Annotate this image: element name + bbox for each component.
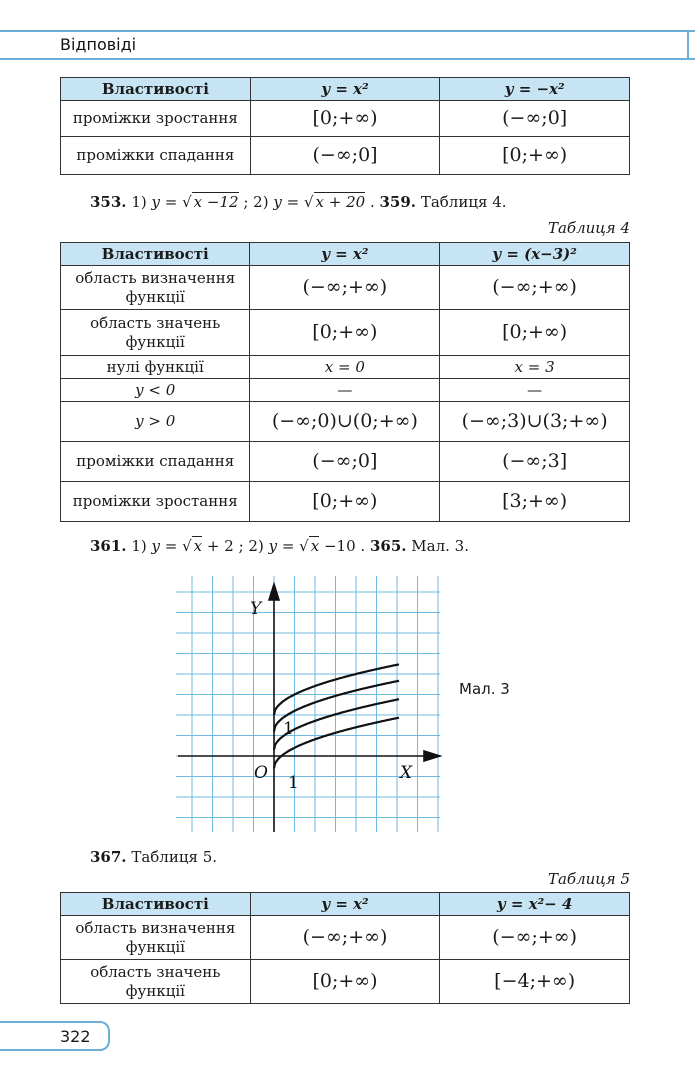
table4-cell: (−∞;0] [250,442,440,482]
part-label: 1) [131,537,147,555]
answer-361 [90,537,469,555]
formula-radicand: x [310,537,320,555]
properties-table-1 [60,77,630,175]
graph-figure [170,570,455,835]
formula-radicand: x −12 [193,193,239,211]
table4-cell: (−∞;3)∪(3;+∞) [440,402,630,442]
table4-cell: — [440,379,630,402]
exercise-number: 353. [90,193,127,211]
table4-cell: [0;+∞) [250,310,440,356]
separator: ; 2) [243,193,269,211]
table4-caption: Таблиця 4 [547,219,630,237]
formula-lhs: y = [268,537,300,555]
table4-row-label: y > 0 [61,402,250,442]
table4-cell: (−∞;3] [440,442,630,482]
header-band-end [687,30,695,60]
axes [178,584,440,832]
table1-cell: (−∞;0] [440,101,630,137]
table1-cell: [0;+∞) [250,101,440,137]
table5-header-properties: Властивості [61,893,251,916]
table1-cell: (−∞;0] [250,137,440,175]
table5-cell: [0;+∞) [250,960,440,1004]
axis-label-y: Y [250,599,262,619]
answer-text: Таблиця 4. [420,193,507,211]
answer-text: Мал. 3. [411,537,469,555]
separator: . [369,193,380,211]
table4-cell: (−∞;+∞) [250,266,440,310]
exercise-number: 367. [90,848,127,866]
table4-cell: x = 0 [250,356,440,379]
formula-radicand: x + 20 [315,193,366,211]
origin-label: O [254,763,268,783]
table4-cell: x = 3 [440,356,630,379]
separator: . [360,537,370,555]
separator: ; 2) [238,537,264,555]
exercise-number: 361. [90,537,127,555]
table5-header-x2-minus-4: y = x²− 4 [440,893,630,916]
table4-header-properties: Властивості [61,243,250,266]
table1-header-properties: Властивості [61,78,251,101]
exercise-number: 359. [379,193,417,211]
table4-row-label: проміжки спадання [61,442,250,482]
axis-label-x: X [400,763,413,783]
formula-lhs: y = [151,193,183,211]
table4-cell: [0;+∞) [440,310,630,356]
formula-rest: + 2 [202,537,234,555]
table1-header-x2: y = x² [250,78,440,101]
properties-table-5 [60,892,630,1004]
table1-row-label: проміжки спадання [61,137,251,175]
table4-row-label: область визначення функції [61,266,250,310]
table4-cell: [3;+∞) [440,482,630,522]
table4-cell: [0;+∞) [250,482,440,522]
table1-header-neg-x2: y = −x² [440,78,630,101]
part-label: 1) [131,193,147,211]
table5-row-label: область значень функції [61,960,251,1004]
table4-row-label: область значень функції [61,310,250,356]
table4-header-x-minus-3-squared: y = (x−3)² [440,243,630,266]
tick-label-x-1: 1 [288,773,299,793]
table4-header-x2: y = x² [250,243,440,266]
sqrt-sign: √ [303,193,314,211]
table4-cell: (−∞;0)∪(0;+∞) [250,402,440,442]
curves [274,664,399,768]
sqrt-sign: √ [299,537,309,555]
answer-353 [90,193,507,211]
table4-row-label: проміжки зростання [61,482,250,522]
answer-text: Таблиця 5. [131,848,218,866]
table5-caption: Таблиця 5 [547,870,630,888]
answer-367 [90,848,217,866]
formula-rest: −10 [319,537,356,555]
section-title: Відповіді [60,35,137,54]
table4-row-label: нулі функції [61,356,250,379]
exercise-number: 365. [369,537,407,555]
figure-label: Мал. 3 [459,680,510,698]
properties-table-4 [60,242,630,522]
formula-lhs: y = [273,193,304,211]
sqrt-sign: √ [182,537,192,555]
table5-cell: (−∞;+∞) [250,916,440,960]
table5-header-x2: y = x² [250,893,440,916]
sqrt-sign: √ [182,193,192,211]
tick-label-y-1: 1 [283,719,294,739]
page-number: 322 [60,1027,91,1046]
table5-row-label: область визначення функції [61,916,251,960]
table4-row-label: y < 0 [61,379,250,402]
table5-cell: (−∞;+∞) [440,916,630,960]
table1-cell: [0;+∞) [440,137,630,175]
table1-row-label: проміжки зростання [61,101,251,137]
table4-cell: (−∞;+∞) [440,266,630,310]
curve-sqrt-x-plus-2 [274,664,399,715]
formula-radicand: x [193,537,203,555]
table5-cell: [−4;+∞) [440,960,630,1004]
page-number-box [0,1021,110,1051]
formula-lhs: y = [151,537,183,555]
table4-cell: — [250,379,440,402]
